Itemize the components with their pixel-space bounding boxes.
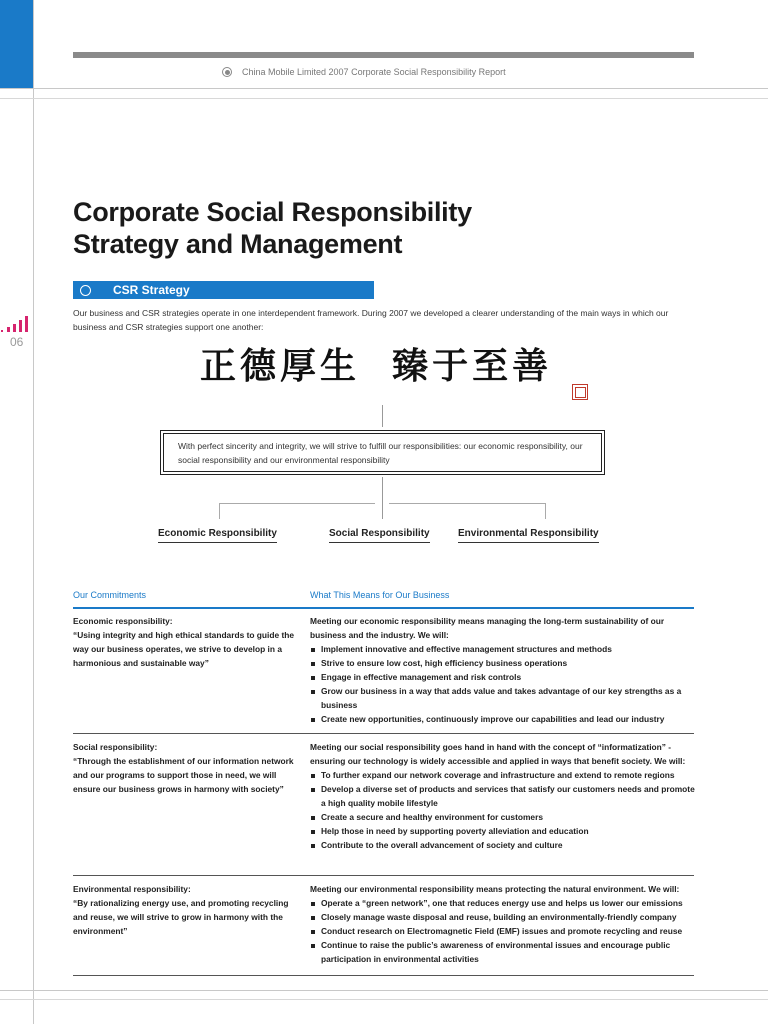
economic-responsibility-label: Economic Responsibility — [158, 528, 277, 543]
connector-line — [382, 477, 383, 519]
calligraphy-char: 于 — [432, 345, 469, 387]
commitment-heading: Social responsibility: — [73, 742, 158, 752]
bullet-list — [310, 896, 696, 966]
commitment-heading: Economic responsibility: — [73, 616, 173, 626]
seal-stamp — [572, 384, 588, 400]
header-bar — [73, 52, 694, 58]
list-item: Grow our business in a way that adds value and takes advantage of our key strengths as a business — [310, 684, 696, 712]
meaning-cell — [310, 614, 696, 726]
environmental-responsibility-label: Environmental Responsibility — [458, 528, 599, 543]
list-item: To further expand our network coverage and infrastructure and extend to remote regions — [310, 768, 696, 782]
title-line-1: Corporate Social Responsibility — [73, 197, 472, 227]
calligraphy-char: 德 — [240, 345, 277, 387]
list-item: Contribute to the overall advancement of society and culture — [310, 838, 696, 852]
target-icon — [222, 67, 232, 77]
commitment-box — [160, 430, 605, 475]
top-rule — [0, 88, 768, 89]
calligraphy-char: 正 — [200, 345, 237, 387]
meaning-intro: Meeting our social responsibility goes hand in hand with the concept of “informatization” - ensuring our technology is widely accessible and applied in ways that benefit society. We will: — [310, 742, 686, 766]
list-item: Implement innovative and effective management structures and methods — [310, 642, 696, 656]
list-item: Continue to raise the public’s awareness of environmental issues and encourage public participation in environmental activities — [310, 938, 696, 966]
commitment-cell — [73, 882, 298, 938]
table-bottom-rule — [73, 975, 694, 976]
margin-rule — [33, 0, 34, 1024]
commitment-cell — [73, 614, 298, 670]
calligraphy-char: 厚 — [280, 345, 317, 387]
connector-line — [219, 503, 220, 519]
top-rule-secondary — [0, 98, 768, 99]
title-line-2: Strategy and Management — [73, 229, 403, 259]
intro-paragraph: Our business and CSR strategies operate in one interdependent framework. During 2007 we developed a clearer understanding of the main ways in which our business and CSR strategies support one another: — [73, 308, 669, 332]
column-header-meaning: What This Means for Our Business — [310, 590, 450, 600]
commitment-heading: Environmental responsibility: — [73, 884, 191, 894]
column-header-commitments: Our Commitments — [73, 590, 147, 600]
meaning-cell — [310, 882, 696, 966]
row-divider — [73, 733, 694, 734]
commitment-quote: “By rationalizing energy use, and promoting recycling and reuse, we will strive to grow in harmony with the environment” — [73, 898, 289, 936]
calligraphy-motto — [200, 346, 548, 386]
list-item: Conduct research on Electromagnetic Field (EMF) issues and promote recycling and reuse — [310, 924, 696, 938]
calligraphy-char: 臻 — [392, 345, 429, 387]
meaning-intro: Meeting our economic responsibility means managing the long-term sustainability of our business and the industry. We will: — [310, 616, 665, 640]
bottom-rule — [0, 990, 768, 991]
list-item: Develop a diverse set of products and services that satisfy our customers needs and promote a high quality mobile lifestyle — [310, 782, 696, 810]
page-number: 06 — [10, 335, 24, 349]
meaning-cell — [310, 740, 696, 852]
connector-line — [382, 405, 383, 427]
signal-bars-icon — [0, 315, 30, 333]
running-header — [222, 67, 506, 77]
commitment-cell — [73, 740, 298, 796]
connector-line — [389, 503, 546, 504]
commitment-quote: “Using integrity and high ethical standards to guide the way our business operates, we strive to develop in a harmonious and sustainable way” — [73, 630, 295, 668]
list-item: Engage in effective management and risk controls — [310, 670, 696, 684]
page-title — [73, 196, 633, 260]
row-divider — [73, 875, 694, 876]
calligraphy-char: 至 — [472, 345, 509, 387]
list-item: Create new opportunities, continuously improve our capabilities and lead our industry — [310, 712, 696, 726]
page-edge-tab — [0, 0, 33, 88]
circle-icon — [80, 285, 91, 296]
bullet-list — [310, 642, 696, 726]
calligraphy-char: 生 — [320, 345, 357, 387]
commitment-quote: “Through the establishment of our information network and our programs to support those in need, we will ensure our business grows in harmony with society” — [73, 756, 294, 794]
table-top-rule — [73, 607, 694, 609]
list-item: Operate a “green network”, one that reduces energy use and helps us lower our emissions — [310, 896, 696, 910]
bullet-list — [310, 768, 696, 852]
connector-line — [219, 503, 375, 504]
meaning-intro: Meeting our environmental responsibility means protecting the natural environment. We will: — [310, 884, 680, 894]
bottom-rule-secondary — [0, 999, 768, 1000]
section-label: CSR Strategy — [113, 283, 190, 297]
commitment-text: With perfect sincerity and integrity, we will strive to fulfill our responsibilities: our economic responsibility, our social responsibility and our environmental responsibility — [163, 433, 602, 472]
calligraphy-char: 善 — [512, 345, 549, 387]
list-item: Create a secure and healthy environment for customers — [310, 810, 696, 824]
list-item: Help those in need by supporting poverty alleviation and education — [310, 824, 696, 838]
social-responsibility-label: Social Responsibility — [329, 528, 430, 543]
report-title: China Mobile Limited 2007 Corporate Social Responsibility Report — [242, 67, 506, 77]
connector-line — [545, 503, 546, 519]
section-header-bar — [73, 281, 374, 299]
list-item: Strive to ensure low cost, high efficiency business operations — [310, 656, 696, 670]
list-item: Closely manage waste disposal and reuse, building an environmentally-friendly company — [310, 910, 696, 924]
